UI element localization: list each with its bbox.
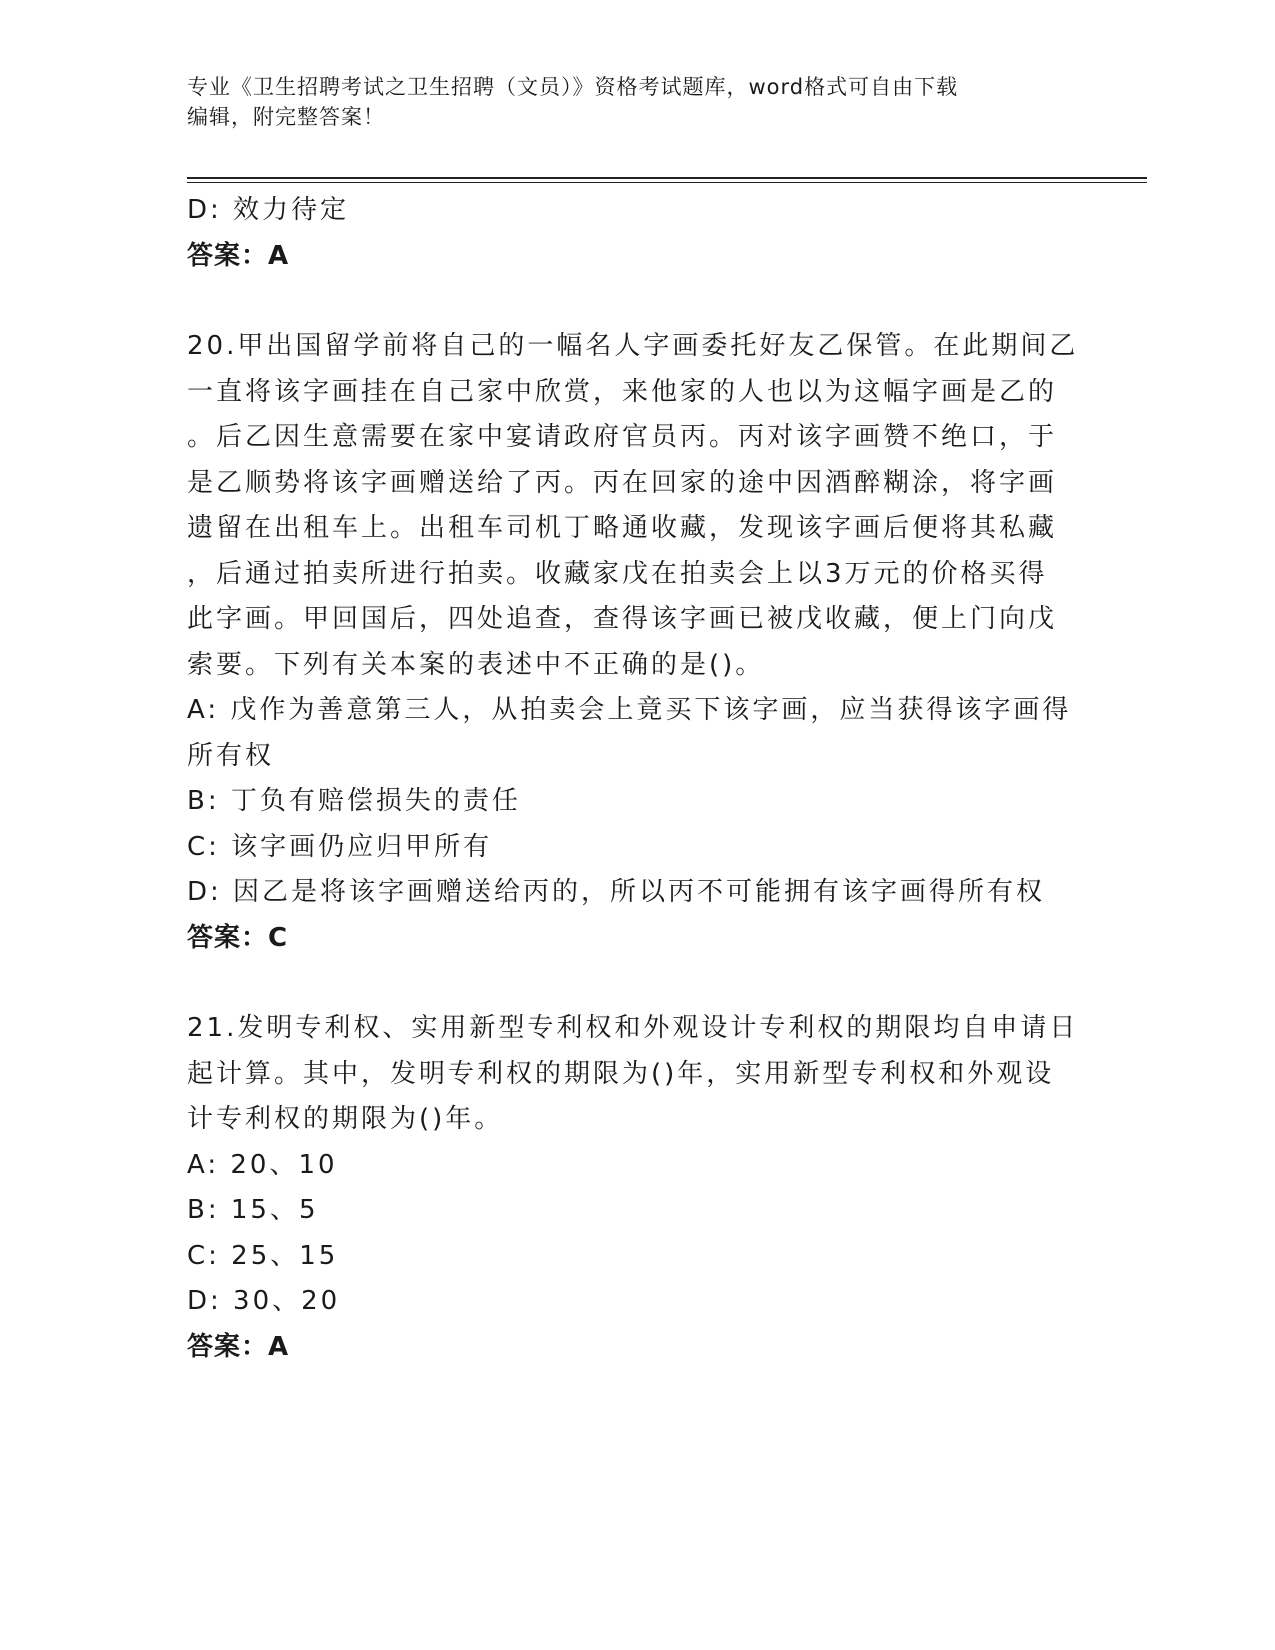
question-text-line: 计专利权的期限为()年。	[187, 1104, 504, 1134]
question-text-line: 起计算。其中，发明专利权的期限为()年，实用新型专利权和外观设	[187, 1058, 1055, 1089]
page-header	[187, 72, 1067, 132]
question-text-line: 21.发明专利权、实用新型专利权和外观设计专利权的期限均自申请日	[187, 1013, 1079, 1043]
option-c: C: 25、15	[187, 1240, 339, 1271]
option-d: D: 因乙是将该字画赠送给丙的，所以丙不可能拥有该字画得所有权	[187, 877, 1046, 907]
option-a: A: 20、10	[187, 1149, 338, 1180]
question-text-line: 。后乙因生意需要在家中宴请政府官员丙。丙对该字画赞不绝口，于	[187, 422, 1058, 452]
question-text-line: 一直将该字画挂在自己家中欣赏，来他家的人也以为这幅字画是乙的	[187, 376, 1058, 407]
question-text-line: 是乙顺势将该字画赠送给了丙。丙在回家的途中因酒醉糊涂，将字画	[187, 467, 1058, 498]
question-text-line: ，后通过拍卖所进行拍卖。收藏家戊在拍卖会上以3万元的价格买得	[187, 558, 1048, 589]
answer: 答案：A	[187, 1331, 290, 1362]
prev-question-tail	[187, 188, 1072, 279]
option-d: D: 30、20	[187, 1286, 341, 1316]
spacer	[187, 279, 1072, 324]
header-divider-thin	[187, 182, 1147, 183]
question-20	[187, 324, 1079, 961]
answer: 答案：A	[187, 240, 290, 271]
header-line-1: 专业《卫生招聘考试之卫生招聘（文员）》资格考试题库，word格式可自由下载	[187, 75, 959, 99]
option-a-continued: 所有权	[187, 740, 275, 771]
question-text-line: 此字画。甲回国后，四处追查，查得该字画已被戊收藏，便上门向戊	[187, 604, 1058, 634]
question-text-line: 20.甲出国留学前将自己的一幅名人字画委托好友乙保管。在此期间乙	[187, 331, 1079, 361]
answer: 答案：C	[187, 922, 289, 953]
option-b: B: 15、5	[187, 1195, 319, 1225]
option-d: D: 效力待定	[187, 195, 350, 225]
option-c: C: 该字画仍应归甲所有	[187, 831, 493, 862]
question-text-line: 遗留在出租车上。出租车司机丁略通收藏，发现该字画后便将其私藏	[187, 513, 1058, 543]
option-b: B: 丁负有赔偿损失的责任	[187, 786, 521, 816]
question-21	[187, 1006, 1079, 1370]
header-divider-thick	[187, 177, 1147, 179]
option-a: A: 戊作为善意第三人，从拍卖会上竟买下该字画，应当获得该字画得	[187, 695, 1072, 725]
document-body	[187, 188, 1079, 1370]
header-line-2: 编辑，附完整答案！	[187, 105, 385, 129]
question-text-line: 索要。下列有关本案的表述中不正确的是()。	[187, 649, 765, 680]
spacer	[187, 961, 1072, 1006]
